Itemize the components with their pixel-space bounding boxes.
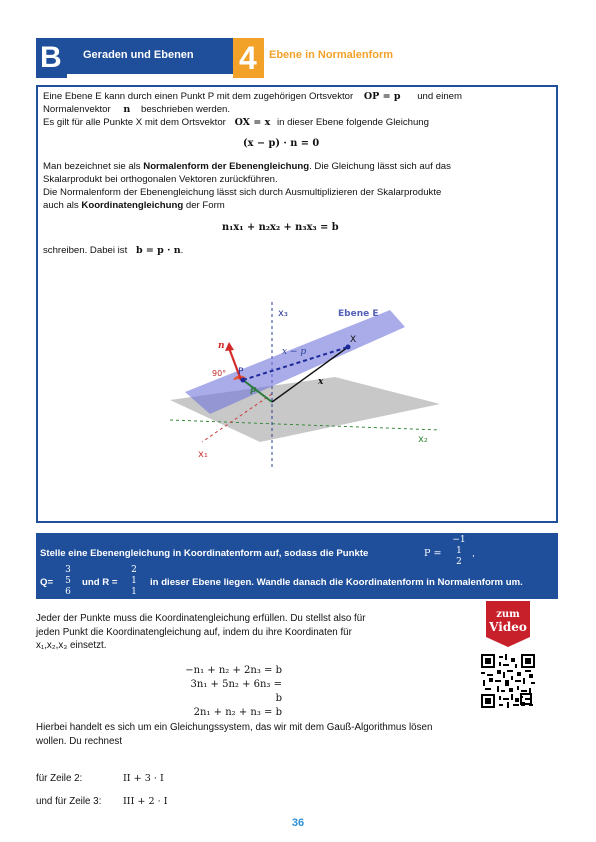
p-label: P = bbox=[424, 548, 442, 559]
q-vec-3: 6 bbox=[65, 587, 71, 597]
p-comma: , bbox=[472, 548, 475, 559]
p-vector bbox=[448, 535, 470, 568]
solution-intro bbox=[36, 612, 456, 653]
qr-code[interactable] bbox=[481, 654, 535, 708]
plane-figure bbox=[150, 292, 450, 472]
row-op-2-label: und für Zeile 3: bbox=[36, 796, 102, 807]
p3-text-c: Skalarprodukt bei orthogonalen Vektoren zurückführen. bbox=[43, 174, 278, 185]
b-definition: b = p · n bbox=[135, 245, 181, 256]
equation-3: 2n₁ + n₂ + n₃ = b bbox=[193, 707, 282, 718]
p4-text-c: der Form bbox=[183, 200, 225, 211]
section-title-bar bbox=[67, 38, 233, 74]
paragraph-1 bbox=[43, 90, 553, 129]
r-vector bbox=[126, 565, 142, 598]
n-vector: n bbox=[123, 104, 131, 115]
q-label: Q= bbox=[40, 577, 54, 588]
solution-line-5: wollen. Du rechnest bbox=[36, 735, 123, 747]
label-plane-e: Ebene E bbox=[338, 309, 379, 319]
p-vec-1: −1 bbox=[452, 535, 466, 545]
label-x1: x₁ bbox=[198, 449, 208, 460]
solution-line-3: x₁,x₂,x₃ einsetzt. bbox=[36, 640, 107, 651]
p1-text-c: Normalenvektor bbox=[43, 104, 111, 115]
ox-vector: OX = x bbox=[234, 117, 271, 128]
q-vec-1: 3 bbox=[65, 565, 71, 575]
section-letter: B bbox=[40, 41, 62, 74]
label-x3: x₃ bbox=[278, 308, 288, 319]
equation-system bbox=[184, 664, 282, 720]
label-x-vector: x bbox=[318, 377, 324, 387]
label-n: n bbox=[218, 341, 225, 351]
solution-line-4: Hierbei handelt es sich um ein Gleichungssystem, das wir mit dem Gauß-Algorithmus lösen bbox=[36, 722, 433, 733]
p5-text-a: schreiben. Dabei ist bbox=[43, 245, 128, 256]
paragraph-3 bbox=[43, 160, 553, 212]
equation-1: −n₁ + n₂ + 2n₃ = b bbox=[185, 665, 282, 676]
solution-gauss bbox=[36, 721, 560, 748]
page-number: 36 bbox=[291, 817, 305, 829]
video-label-top: zum bbox=[496, 609, 520, 620]
solution-line-1: Jeder der Punkte muss die Koordinatengleichung erfüllen. Du stellst also für bbox=[36, 613, 366, 624]
and-r-label: und R = bbox=[82, 577, 118, 588]
row-op-1-label: für Zeile 2: bbox=[36, 773, 83, 784]
p1-text-b: und einem bbox=[417, 91, 462, 102]
p1-text-d: beschrieben werden. bbox=[140, 104, 231, 115]
q-vec-2: 5 bbox=[65, 576, 71, 586]
p2-text-a: Es gilt für alle Punkte X mit dem Ortsvektor bbox=[43, 117, 226, 128]
r-vec-3: 1 bbox=[131, 587, 137, 597]
p4-text-a: Die Normalenform der Ebenengleichung lässt sich durch Ausmultiplizieren der Skalarprodukte bbox=[43, 187, 442, 198]
op-vector: OP = p bbox=[363, 91, 401, 102]
p2-text-b: in dieser Ebene folgende Gleichung bbox=[276, 117, 429, 128]
label-p-vector: p bbox=[250, 385, 257, 395]
p3-text-b: . Die Gleichung lässt sich auf das bbox=[309, 161, 451, 172]
paragraph-5 bbox=[43, 244, 553, 257]
task-line-2: in dieser Ebene liegen. Wandle danach die Koordinatenform in Normalenform um. bbox=[150, 577, 523, 588]
r-vec-1: 2 bbox=[131, 565, 137, 575]
label-x-minus-p: x − p bbox=[282, 347, 307, 357]
p-vec-2: 1 bbox=[456, 546, 462, 556]
p5-text-b: . bbox=[180, 245, 184, 256]
p3-text-a: Man bezeichnet sie als bbox=[43, 161, 144, 172]
coordinate-equation: n₁x₁ + n₂x₂ + n₃x₃ = b bbox=[222, 222, 339, 233]
p4-bold: Koordinatengleichung bbox=[81, 200, 184, 211]
row-op-1: II + 3 · I bbox=[123, 773, 164, 784]
label-angle: 90° bbox=[212, 369, 227, 378]
chapter-number: 4 bbox=[239, 40, 257, 76]
video-button[interactable] bbox=[482, 597, 534, 649]
r-vec-2: 1 bbox=[131, 576, 137, 586]
solution-line-2: jeden Punkt die Koordinatengleichung auf, indem du ihre Koordinaten für bbox=[36, 626, 352, 638]
label-p-point: P bbox=[238, 367, 244, 377]
task-band bbox=[36, 533, 558, 599]
row-op-2: III + 2 · I bbox=[123, 796, 168, 807]
p3-bold: Normalenform der Ebenengleichung bbox=[143, 161, 310, 172]
equation-2: 3n₁ + 5n₂ + 6n₃ = b bbox=[190, 679, 282, 704]
chapter-title: Ebene in Normalenform bbox=[269, 49, 394, 61]
normal-form-equation: (x − p) · n = 0 bbox=[243, 138, 320, 149]
video-label-bottom: Video bbox=[489, 620, 527, 634]
section-title: Geraden und Ebenen bbox=[83, 49, 194, 61]
label-x-point: X bbox=[350, 335, 357, 345]
q-vector bbox=[60, 565, 76, 598]
section-letter-block bbox=[36, 38, 67, 78]
p4-text-b: auch als bbox=[43, 200, 82, 211]
point-p bbox=[241, 378, 246, 383]
task-line-1: Stelle eine Ebenengleichung in Koordinatenform auf, sodass die Punkte bbox=[40, 548, 369, 559]
normal-vector-head bbox=[225, 342, 234, 351]
chapter-number-block bbox=[233, 38, 264, 78]
label-x2: x₂ bbox=[418, 434, 428, 445]
p-vec-3: 2 bbox=[456, 557, 462, 567]
point-x bbox=[346, 345, 351, 350]
p1-text-a: Eine Ebene E kann durch einen Punkt P mit dem zugehörigen Ortsvektor bbox=[43, 91, 354, 102]
